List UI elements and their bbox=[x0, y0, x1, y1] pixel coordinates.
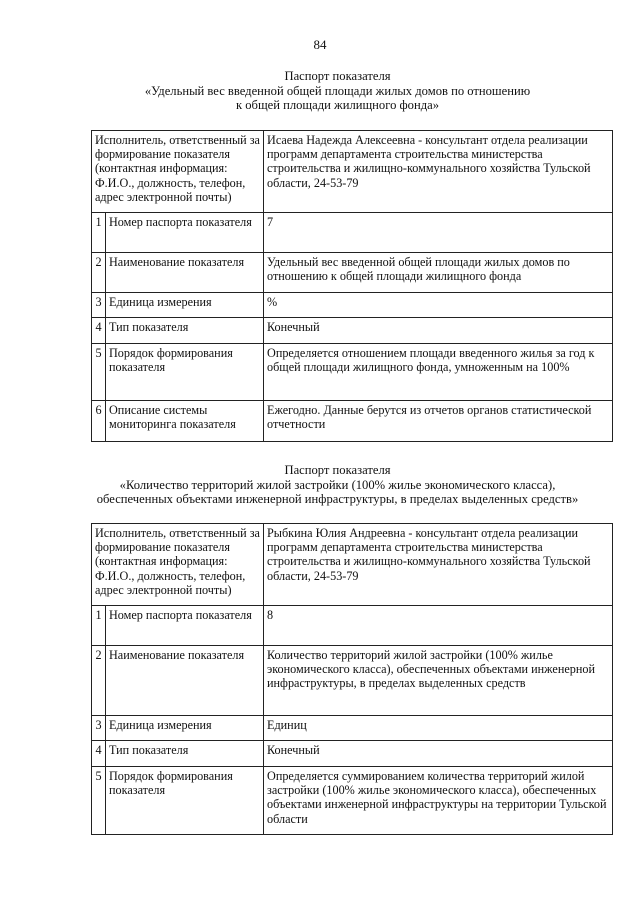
table-row bbox=[92, 401, 613, 442]
table-row bbox=[92, 741, 613, 767]
row-value: 7 bbox=[264, 213, 613, 253]
table-row bbox=[92, 344, 613, 401]
table-row bbox=[92, 293, 613, 318]
row-number: 1 bbox=[92, 606, 106, 646]
row-label: Наименование показателя bbox=[106, 253, 264, 293]
row-label: Единица измерения bbox=[106, 293, 264, 318]
passport-2-title-line2: обеспеченных объектами инженерной инфраструктуры, в пределах выделенных средств» bbox=[96, 492, 579, 506]
passport-1-title-line1: «Удельный вес введенной общей площади жилых домов по отношению bbox=[144, 83, 531, 98]
table-row bbox=[92, 213, 613, 253]
row-number: 1 bbox=[92, 213, 106, 253]
passport-1-title bbox=[60, 69, 615, 113]
executor-row bbox=[92, 524, 613, 606]
row-label: Описание системы мониторинга показателя bbox=[106, 401, 264, 442]
row-number: 2 bbox=[92, 646, 106, 716]
row-value: 8 bbox=[264, 606, 613, 646]
passport-1-table bbox=[91, 130, 613, 442]
row-label: Порядок формирования показателя bbox=[106, 767, 264, 835]
passport-2-heading: Паспорт показателя bbox=[284, 463, 391, 477]
passport-1-heading: Паспорт показателя bbox=[284, 69, 391, 83]
passport-1-title-line2: к общей площади жилищного фонда» bbox=[235, 98, 440, 112]
row-number: 4 bbox=[92, 318, 106, 344]
row-number: 4 bbox=[92, 741, 106, 767]
row-number: 3 bbox=[92, 716, 106, 741]
executor-label: Исполнитель, ответственный за формирование показателя (контактная информация: Ф.И.О., должность, телефон, адрес электронной почты) bbox=[92, 524, 264, 606]
table-row bbox=[92, 606, 613, 646]
row-value: Конечный bbox=[264, 318, 613, 344]
row-label: Единица измерения bbox=[106, 716, 264, 741]
executor-value: Рыбкина Юлия Андреевна - консультант отдела реализации программ департамента строительства министерства строительства и жилищно-коммунального хозяйства Тульской области, 24-53-79 bbox=[264, 524, 613, 606]
executor-value: Исаева Надежда Алексеевна - консультант отдела реализации программ департамента строительства министерства строительства и жилищно-коммунального хозяйства Тульской области, 24-53-79 bbox=[264, 131, 613, 213]
row-number: 5 bbox=[92, 767, 106, 835]
row-value: Единиц bbox=[264, 716, 613, 741]
row-value: % bbox=[264, 293, 613, 318]
row-label: Номер паспорта показателя bbox=[106, 606, 264, 646]
table-row bbox=[92, 646, 613, 716]
page-number: 84 bbox=[313, 37, 327, 52]
row-label: Тип показателя bbox=[106, 318, 264, 344]
row-number: 6 bbox=[92, 401, 106, 442]
row-value: Удельный вес введенной общей площади жилых домов по отношению к общей площади жилищного фонда bbox=[264, 253, 613, 293]
table-row bbox=[92, 253, 613, 293]
row-value: Определяется отношением площади введенного жилья за год к общей площади жилищного фонда, умноженным на 100% bbox=[264, 344, 613, 401]
passport-2-title-line1: «Количество территорий жилой застройки (100% жилье экономического класса), bbox=[119, 477, 556, 492]
passport-2-title bbox=[60, 463, 615, 507]
executor-row bbox=[92, 131, 613, 213]
row-value: Ежегодно. Данные берутся из отчетов органов статистической отчетности bbox=[264, 401, 613, 442]
table-row bbox=[92, 318, 613, 344]
row-label: Номер паспорта показателя bbox=[106, 213, 264, 253]
row-value: Конечный bbox=[264, 741, 613, 767]
row-number: 3 bbox=[92, 293, 106, 318]
executor-label: Исполнитель, ответственный за формирование показателя (контактная информация: Ф.И.О., должность, телефон, адрес электронной почты) bbox=[92, 131, 264, 213]
table-row bbox=[92, 716, 613, 741]
row-number: 2 bbox=[92, 253, 106, 293]
row-number: 5 bbox=[92, 344, 106, 401]
row-label: Порядок формирования показателя bbox=[106, 344, 264, 401]
row-label: Тип показателя bbox=[106, 741, 264, 767]
table-row bbox=[92, 767, 613, 835]
row-label: Наименование показателя bbox=[106, 646, 264, 716]
passport-2-table bbox=[91, 523, 613, 835]
row-value: Количество территорий жилой застройки (100% жилье экономического класса), обеспеченных объектами инженерной инфраструктуры, в пределах выделенных средств bbox=[264, 646, 613, 716]
row-value: Определяется суммированием количества территорий жилой застройки (100% жилье экономического класса), обеспеченных объектами инженерной инфраструктуры на территории Тульской области bbox=[264, 767, 613, 835]
